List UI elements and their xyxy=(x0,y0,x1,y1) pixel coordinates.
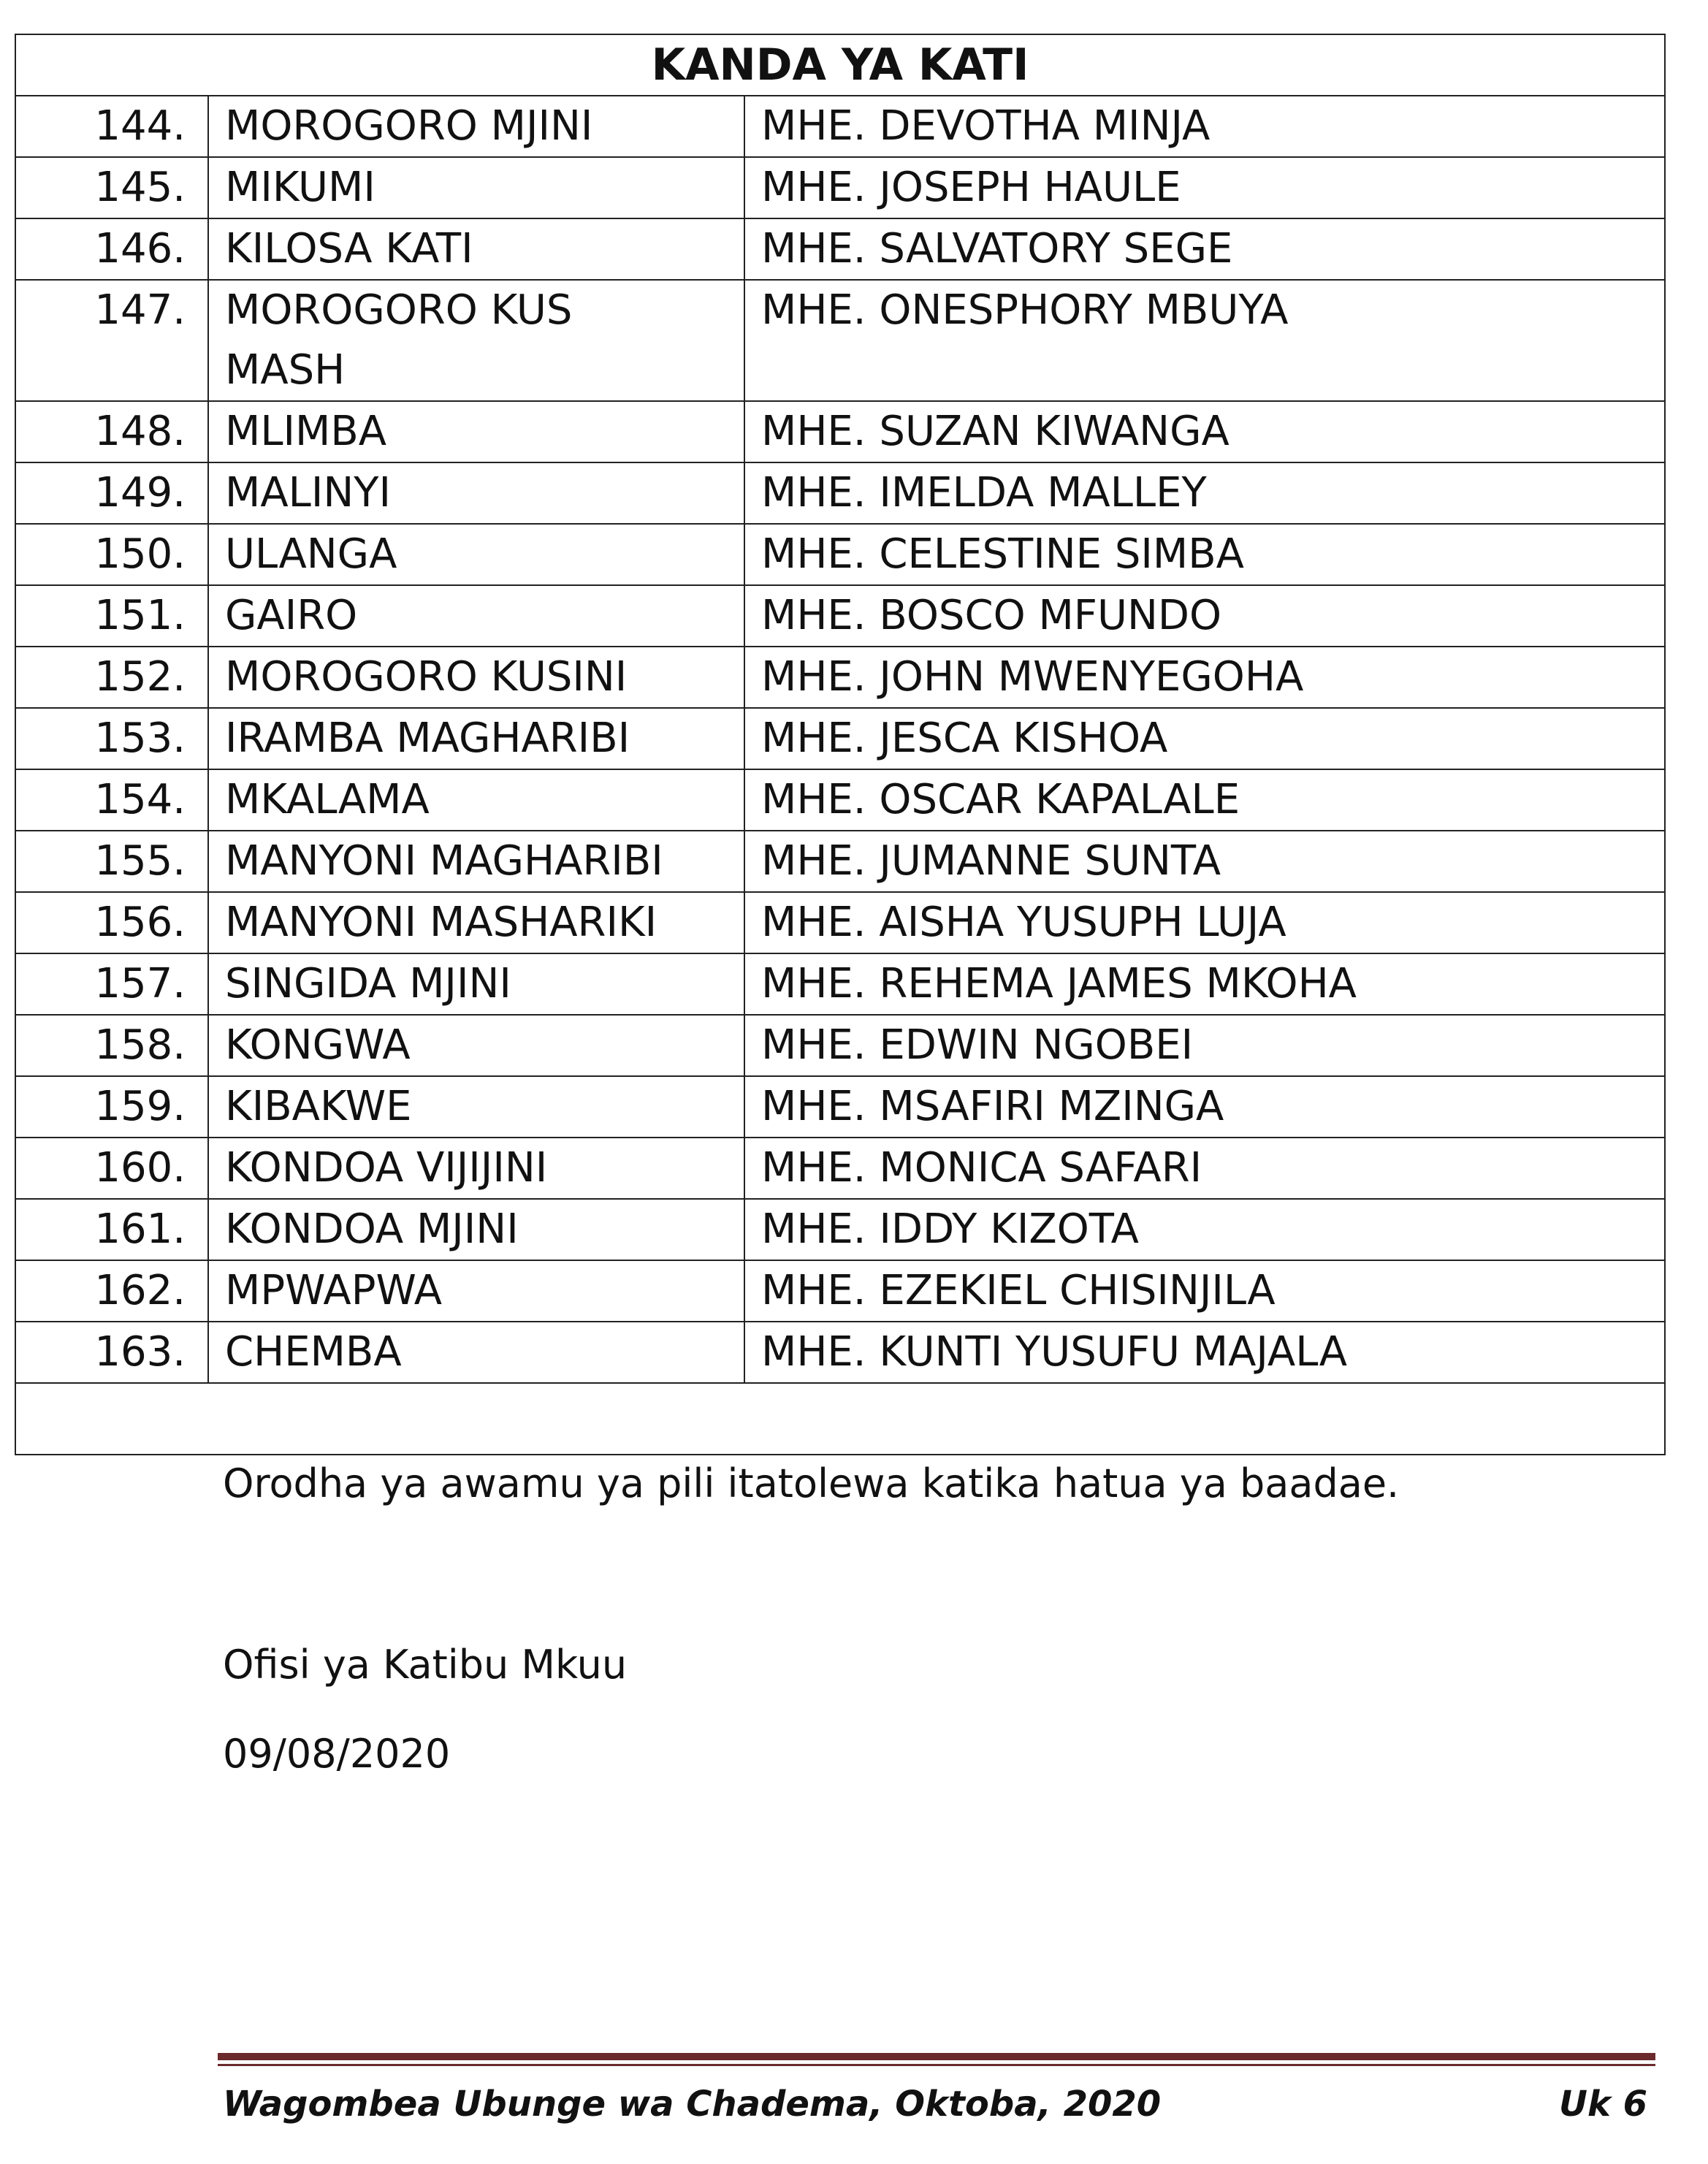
constituency-cell: KONDOA VIJIJINI xyxy=(208,1138,744,1199)
constituency-cell: MANYONI MAGHARIBI xyxy=(208,831,744,892)
constituency-cell: MKALAMA xyxy=(208,769,744,831)
row-number: 147. xyxy=(15,280,208,401)
empty-row xyxy=(15,1383,1665,1455)
constituency-cell: MLIMBA xyxy=(208,401,744,462)
table-row xyxy=(15,1015,1665,1076)
table-row xyxy=(15,1199,1665,1260)
row-number: 158. xyxy=(15,1015,208,1076)
row-number: 153. xyxy=(15,708,208,769)
candidate-name-cell: MHE. EZEKIEL CHISINJILA xyxy=(744,1260,1665,1322)
empty-cell xyxy=(15,1383,1665,1455)
table-row xyxy=(15,280,1665,401)
candidate-name-cell: MHE. JESCA KISHOA xyxy=(744,708,1665,769)
candidate-name-cell: MHE. DEVOTHA MINJA xyxy=(744,96,1665,157)
table-row xyxy=(15,1260,1665,1322)
document-date: 09/08/2020 xyxy=(223,1731,451,1777)
row-number: 157. xyxy=(15,953,208,1015)
constituency-cell: KILOSA KATI xyxy=(208,218,744,280)
row-number: 150. xyxy=(15,524,208,585)
candidate-name-cell: MHE. OSCAR KAPALALE xyxy=(744,769,1665,831)
row-number: 159. xyxy=(15,1076,208,1138)
candidate-name-cell: MHE. JOHN MWENYEGOHA xyxy=(744,647,1665,708)
row-number: 163. xyxy=(15,1322,208,1383)
candidate-name-cell: MHE. REHEMA JAMES MKOHA xyxy=(744,953,1665,1015)
table-row xyxy=(15,831,1665,892)
row-number: 156. xyxy=(15,892,208,953)
candidate-name-cell: MHE. EDWIN NGOBEI xyxy=(744,1015,1665,1076)
table-row xyxy=(15,524,1665,585)
table-row xyxy=(15,892,1665,953)
table-row xyxy=(15,462,1665,524)
table-row xyxy=(15,401,1665,462)
candidate-name-cell: MHE. CELESTINE SIMBA xyxy=(744,524,1665,585)
table-row xyxy=(15,769,1665,831)
constituency-cell: MOROGORO KUS MASH xyxy=(208,280,744,401)
candidate-name-cell: MHE. IDDY KIZOTA xyxy=(744,1199,1665,1260)
footer-rule-thick xyxy=(218,2053,1655,2060)
region-heading: KANDA YA KATI xyxy=(15,34,1665,96)
constituency-cell: CHEMBA xyxy=(208,1322,744,1383)
constituency-cell: MANYONI MASHARIKI xyxy=(208,892,744,953)
candidate-name-cell: MHE. BOSCO MFUNDO xyxy=(744,585,1665,647)
constituency-cell: ULANGA xyxy=(208,524,744,585)
constituency-cell: SINGIDA MJINI xyxy=(208,953,744,1015)
row-number: 151. xyxy=(15,585,208,647)
row-number: 146. xyxy=(15,218,208,280)
candidate-name-cell: MHE. MSAFIRI MZINGA xyxy=(744,1076,1665,1138)
row-number: 145. xyxy=(15,157,208,218)
constituency-cell: MIKUMI xyxy=(208,157,744,218)
table-row xyxy=(15,647,1665,708)
candidate-name-cell: MHE. AISHA YUSUPH LUJA xyxy=(744,892,1665,953)
constituency-cell: KONGWA xyxy=(208,1015,744,1076)
candidates-table xyxy=(15,34,1666,1455)
office-signature: Ofisi ya Katibu Mkuu xyxy=(223,1642,628,1688)
table-row xyxy=(15,1076,1665,1138)
row-number: 161. xyxy=(15,1199,208,1260)
constituency-cell: MALINYI xyxy=(208,462,744,524)
candidate-name-cell: MHE. ONESPHORY MBUYA xyxy=(744,280,1665,401)
table-row xyxy=(15,708,1665,769)
table-heading-row xyxy=(15,34,1665,96)
table-row xyxy=(15,1322,1665,1383)
second-round-note: Orodha ya awamu ya pili itatolewa katika hatua ya baadae. xyxy=(223,1460,1400,1506)
constituency-cell: KIBAKWE xyxy=(208,1076,744,1138)
page-footer xyxy=(223,2081,1647,2127)
candidate-name-cell: MHE. IMELDA MALLEY xyxy=(744,462,1665,524)
row-number: 144. xyxy=(15,96,208,157)
row-number: 162. xyxy=(15,1260,208,1322)
row-number: 155. xyxy=(15,831,208,892)
constituency-cell: MOROGORO MJINI xyxy=(208,96,744,157)
page-number: Uk 6 xyxy=(1558,2084,1647,2125)
constituency-cell: KONDOA MJINI xyxy=(208,1199,744,1260)
table-row xyxy=(15,953,1665,1015)
candidate-name-cell: MHE. JOSEPH HAULE xyxy=(744,157,1665,218)
row-number: 148. xyxy=(15,401,208,462)
constituency-cell: MPWAPWA xyxy=(208,1260,744,1322)
candidate-name-cell: MHE. KUNTI YUSUFU MAJALA xyxy=(744,1322,1665,1383)
table-row xyxy=(15,585,1665,647)
candidate-name-cell: MHE. JUMANNE SUNTA xyxy=(744,831,1665,892)
footer-rule-thin xyxy=(218,2064,1655,2066)
row-number: 160. xyxy=(15,1138,208,1199)
table-row xyxy=(15,157,1665,218)
footer-title: Wagombea Ubunge wa Chadema, Oktoba, 2020 xyxy=(223,2084,1162,2125)
row-number: 149. xyxy=(15,462,208,524)
candidate-name-cell: MHE. SUZAN KIWANGA xyxy=(744,401,1665,462)
constituency-cell: MOROGORO KUSINI xyxy=(208,647,744,708)
table-row xyxy=(15,218,1665,280)
constituency-cell: GAIRO xyxy=(208,585,744,647)
constituency-cell: IRAMBA MAGHARIBI xyxy=(208,708,744,769)
table-row xyxy=(15,1138,1665,1199)
candidate-name-cell: MHE. MONICA SAFARI xyxy=(744,1138,1665,1199)
row-number: 152. xyxy=(15,647,208,708)
candidate-name-cell: MHE. SALVATORY SEGE xyxy=(744,218,1665,280)
row-number: 154. xyxy=(15,769,208,831)
table-row xyxy=(15,96,1665,157)
